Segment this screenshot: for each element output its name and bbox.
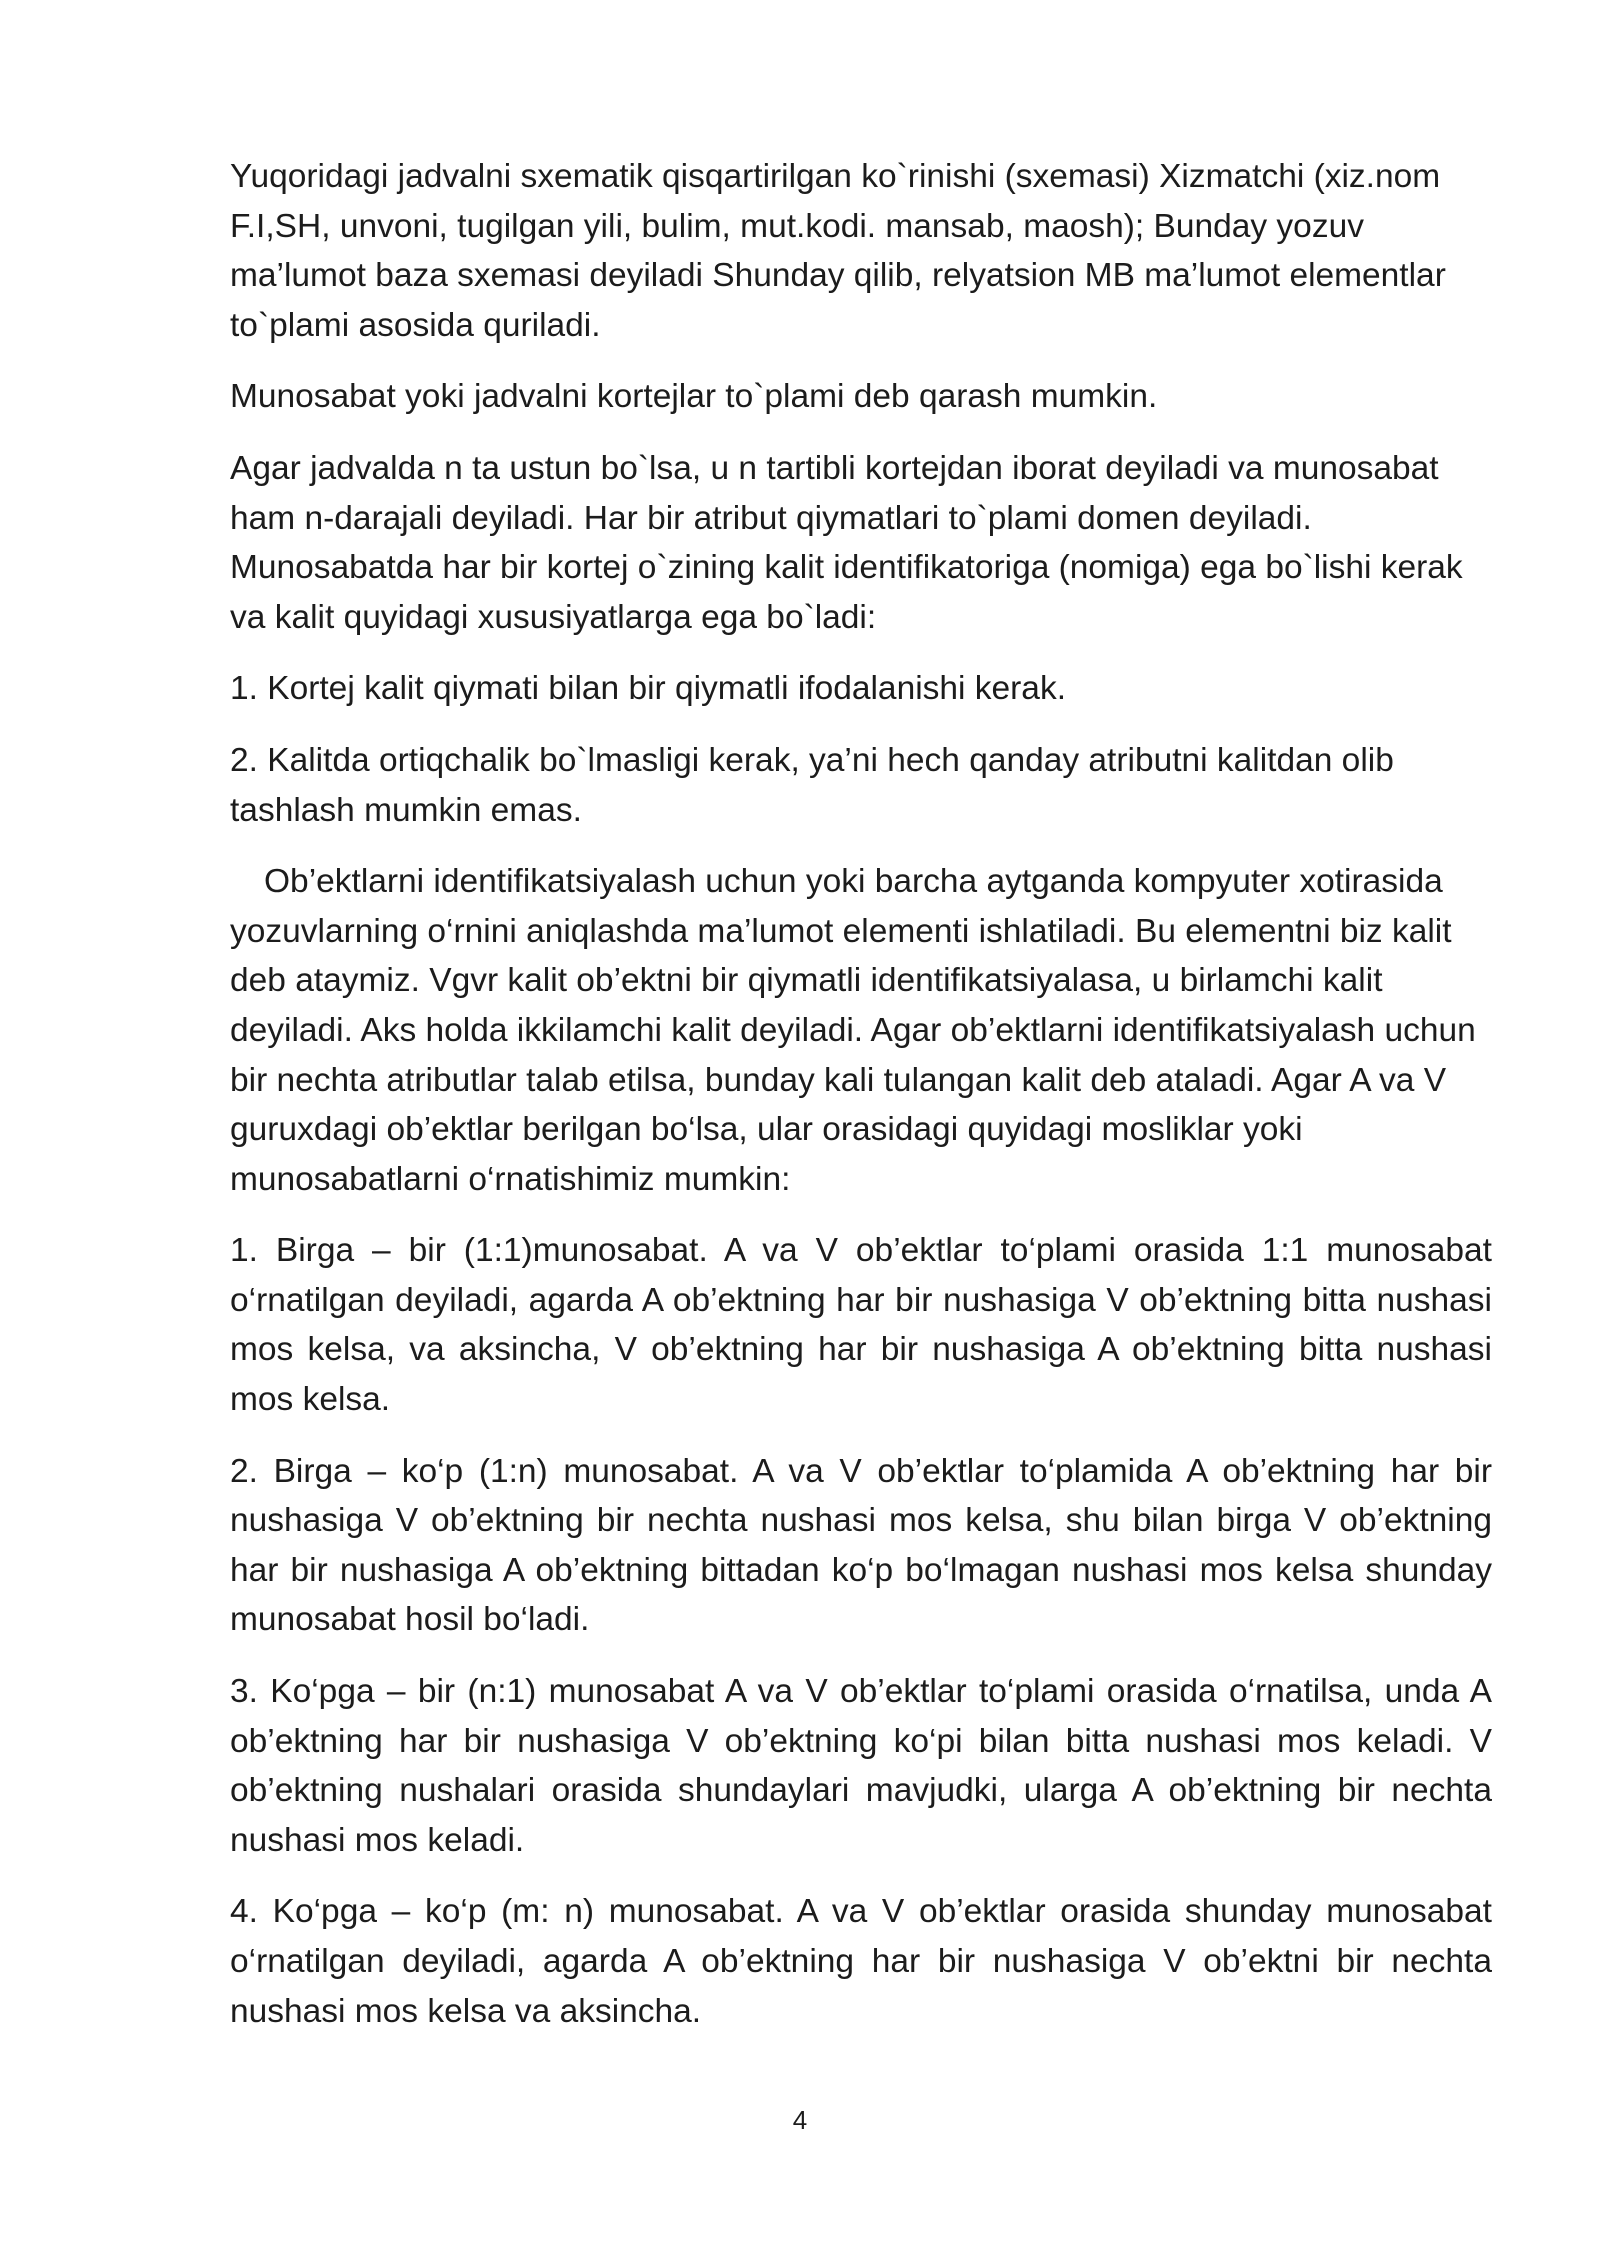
page-number: 4 [792,2105,808,2135]
list-item-many-to-one: 3. Ko‘pga – bir (n:1) munosabat A va V ob’ektlar to‘plami orasida o‘rnatilsa, unda A ob’ektning har bir nushasiga V ob’ektning ko‘pi bilan bitta nushasi mos keladi. V ob’ektning nushalari orasida shundaylari mavjudki, ularga A ob’ektning bir nechta nushasi mos keladi. [230,1673,1492,1859]
list-item-one-to-one: 1. Birga – bir (1:1)munosabat. A va V ob’ektlar to‘plami orasida 1:1 munosabat o‘rnatilgan deyiladi, agarda A ob’ektning har bir nushasiga V ob’ektning bitta nushasi mos kelsa, va aksincha, V ob’ektning har bir nushasiga A ob’ektning bitta nushasi mos kelsa. [230,1232,1492,1419]
list-item-key-property-2: 2. Kalitda ortiqchalik bo`lmasligi kerak, ya’ni hech qanday atributni kalitdan olib tashlash mumkin emas. [230,741,1394,829]
list-item-many-to-many: 4. Ko‘pga – ko‘p (m: n) munosabat. A va V ob’ektlar orasida shunday munosabat o‘rnatilgan deyiladi, agarda A ob’ektning har bir nushasiga V ob’ektni bir nechta nushasi mos kelsa va aksincha. [230,1893,1492,2030]
paragraph-schema: Yuqoridagi jadvalni sxematik qisqartirilgan ko`rinishi (sxemasi) Xizmatchi (xiz.nom F.I,SH, unvoni, tugilgan yili, bulim, mut.kodi. mansab, maosh); Bunday yozuv ma’lumot baza sxemasi deyiladi Shunday qilib, relyatsion MB ma’lumot elementlar to`plami asosida quriladi. [230,158,1446,344]
paragraph-relation-tuples: Munosabat yoki jadvalni kortejlar to`plami deb qarash mumkin. [230,378,1158,416]
paragraph-keys: Ob’ektlarni identifikatsiyalash uchun yoki barcha aytganda kompyuter xotirasida yozuvlarning o‘rnini aniqlashda ma’lumot elementi ishlatiladi. Bu elementni biz kalit deb ataymiz. Vgvr kalit ob’ektni bir qiymatli identifikatsiyalasa, u birlamchi kalit deyiladi. Aks holda ikkilamchi kalit deyiladi. Agar ob’ektlarni identifikatsiyalash uchun bir nechta atributlar talab etilsa, bunday kali tulangan kalit deb ataladi. Agar A va V guruxdagi ob’ektlar berilgan bo‘lsa, ular orasidagi quyidagi mosliklar yoki munosabatlarni o‘rnatishimiz mumkin: [230,863,1476,1198]
paragraph-degree-domain: Agar jadvalda n ta ustun bo`lsa, u n tartibli kortejdan iborat deyiladi va munosabat ham n-darajali deyiladi. Har bir atribut qiymatlari to`plami domen deyiladi. Munosabatda har bir kortej o`zining kalit identifikatoriga (nomiga) ega bo`lishi kerak va kalit quyidagi xususiyatlarga ega bo`ladi: [230,449,1463,636]
list-item-one-to-many: 2. Birga – ko‘p (1:n) munosabat. A va V ob’ektlar to‘plamida A ob’ektning har bir nushasiga V ob’ektning bir nechta nushasi mos kelsa, shu bilan birga V ob’ektning har bir nushasiga A ob’ektning bittadan ko‘p bo‘lmagan nushasi mos kelsa shunday munosabat hosil bo‘ladi. [230,1452,1492,1639]
page-body [230,152,1492,2058]
list-item-key-property-1: 1. Kortej kalit qiymati bilan bir qiymatli ifodalanishi kerak. [230,670,1066,708]
